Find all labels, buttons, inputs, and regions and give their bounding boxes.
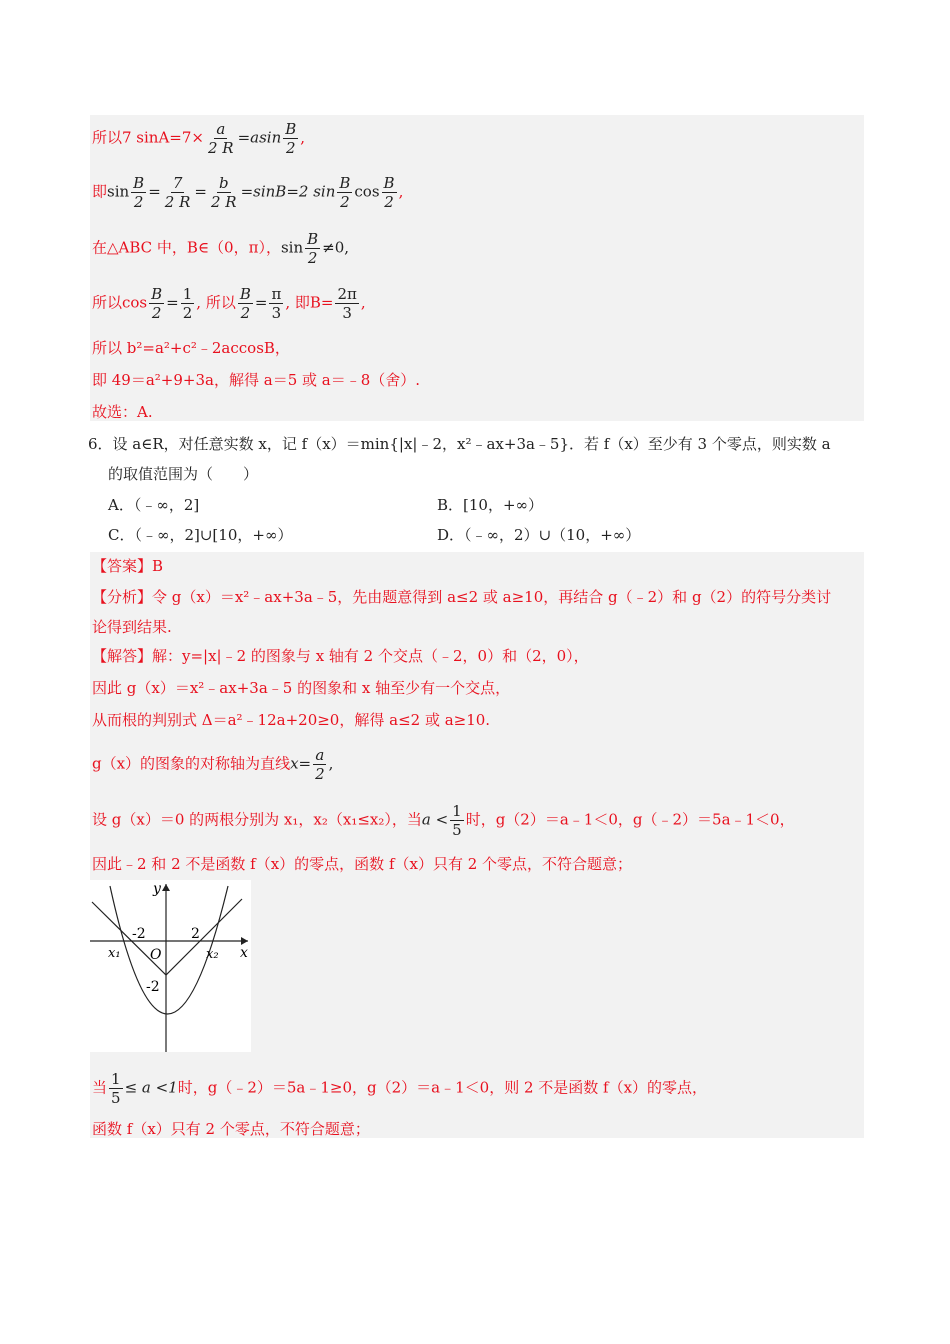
line-3: 在△ABC 中，B∈（0，π），sin $\frac{B}{2}$ ≠0,: [92, 230, 350, 267]
line-2: 即sin $\frac{B}{2}$ = $\frac{7}{2 R}$ = $\frac{b}{2 R}$ =sinB=2 sin $\frac{B}{2}$ cos $\frac{B}{2}$ ,: [92, 174, 404, 211]
x2-label: x₂: [206, 947, 219, 962]
x-axis-label: x: [240, 945, 248, 961]
line-5: 所以 b²=a²+c²﹣2accosB，: [92, 339, 290, 357]
line-6: 即 49＝a²+9+3a，解得 a＝5 或 a＝﹣8（舍）.: [92, 371, 421, 389]
solution-line-7: 当 $\frac{1}{5}$ ≤ a <1时，g（﹣2）＝5a﹣1≥0，g（2）＝a﹣1＜0，则 2 不是函数 f（x）的零点，: [92, 1070, 708, 1107]
analysis-line-2: 论得到结果.: [92, 618, 172, 636]
analysis-line-1: 【分析】令 g（x）＝x²﹣ax+3a﹣5，先由题意得到 a≤2 或 a≥10，再结合 g（﹣2）和 g（2）的符号分类讨: [92, 588, 832, 606]
solution-line-1: 【解答】解：y=|x|﹣2 的图象与 x 轴有 2 个交点（﹣2，0）和（2，0），: [92, 647, 589, 665]
option-b: B．[10，+∞）: [437, 496, 544, 514]
option-a: A．（﹣∞，2]: [108, 496, 200, 514]
solution-line-6: 因此﹣2 和 2 不是函数 f（x）的零点，函数 f（x）只有 2 个零点，不符合题意；: [92, 855, 633, 873]
line-4: 所以cos $\frac{B}{2}$ = $\frac{1}{2}$ , 所以 $\frac{B}{2}$ = $\frac{\pi}{3}$ , 即B= $\frac{2\pi}{3}$ ,: [92, 285, 366, 322]
solution-line-4: g（x）的图象的对称轴为直线x= $\frac{a}{2}$ ,: [92, 746, 334, 783]
option-d: D．（﹣∞，2）∪（10，+∞）: [437, 526, 641, 544]
solution-line-8: 函数 f（x）只有 2 个零点，不符合题意；: [92, 1120, 370, 1138]
y-axis-label: y: [153, 881, 161, 897]
solution-line-3: 从而根的判别式 Δ＝a²﹣12a+20≥0，解得 a≤2 或 a≥10.: [92, 711, 491, 729]
solution-line-2: 因此 g（x）＝x²﹣ax+3a﹣5 的图象和 x 轴至少有一个交点，: [92, 679, 511, 697]
option-c: C．（﹣∞，2]∪[10，+∞）: [108, 526, 293, 544]
question-text-1: 6．设 a∈R，对任意实数 x，记 f（x）＝min{|x|﹣2，x²﹣ax+3a﹣5}．若 f（x）至少有 3 个零点，则实数 a: [88, 435, 831, 453]
solution-line-5: 设 g（x）＝0 的两根分别为 x₁，x₂（x₁≤x₂），当a < $\frac{1}{5}$ 时，g（2）＝a﹣1＜0，g（﹣2）＝5a﹣1＜0，: [92, 802, 795, 839]
question-text-2: 的取值范围为（ ）: [108, 465, 259, 483]
pos2-top-label: 2: [191, 926, 200, 942]
answer-line: 【答案】B: [92, 557, 164, 575]
x1-label: x₁: [108, 946, 121, 961]
origin-label: O: [150, 947, 162, 963]
line-7: 故选：A.: [92, 403, 153, 421]
neg2-top-label: -2: [132, 926, 146, 942]
parabola-figure: [90, 880, 251, 1052]
neg2-axis-label: -2: [146, 979, 160, 995]
line-1: 所以7 sinA=7× $\frac{a}{2 R}$ =asin $\frac{B}{2}$ ,: [92, 120, 306, 157]
